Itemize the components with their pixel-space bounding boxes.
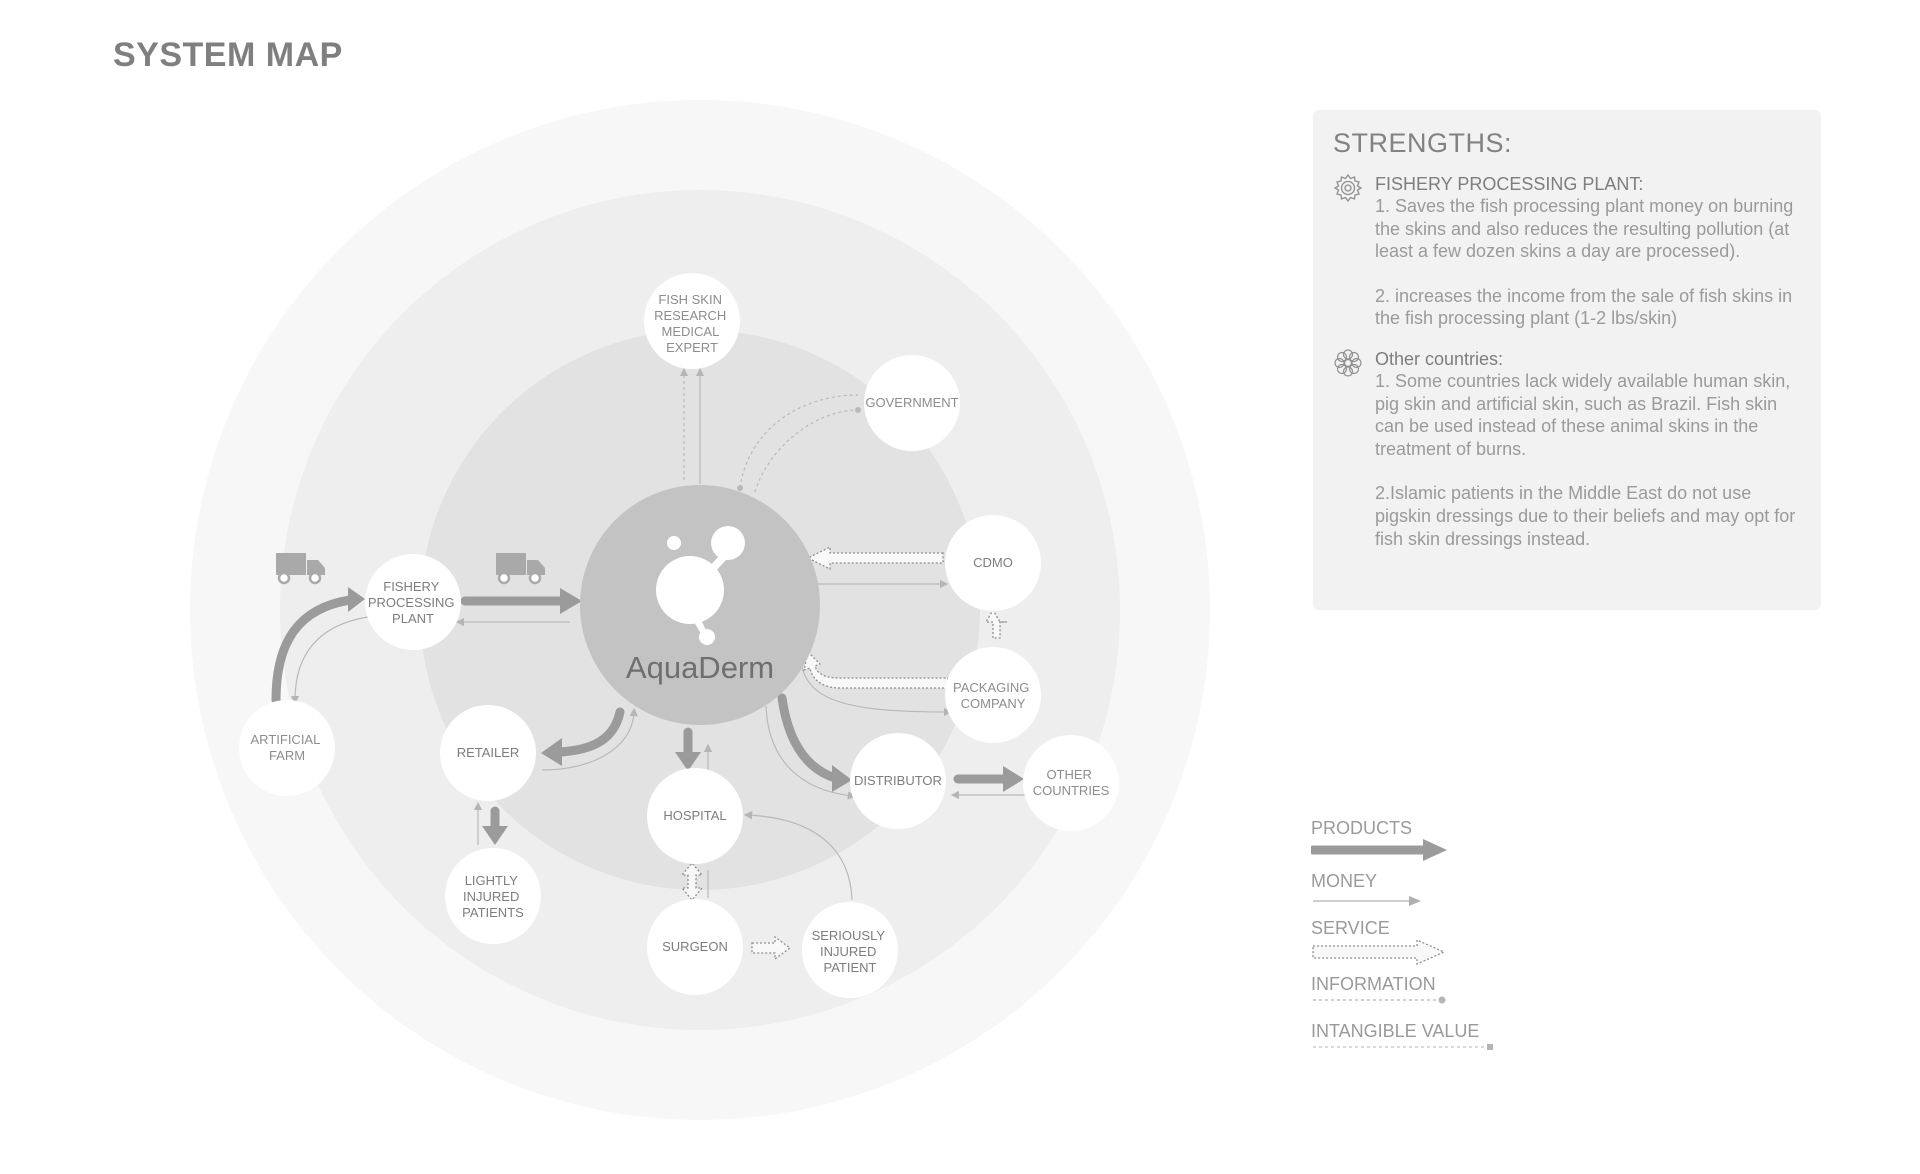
aquaderm-brand: AquaDerm <box>625 650 775 685</box>
svg-text:DISTRIBUTOR: DISTRIBUTOR <box>854 773 942 788</box>
svg-text:FISH SKIN RESEARCH: FISH SKIN RESEARCH MEDICAL EXPERT <box>654 292 727 355</box>
node-hospital[interactable] <box>647 768 743 864</box>
legend-products <box>1311 818 1611 862</box>
node-fish-skin-expert[interactable] <box>644 273 740 369</box>
legend-intangible-line-icon <box>1311 1041 1511 1065</box>
svg-text:CDMO: CDMO <box>973 555 1013 570</box>
legend-information-line-icon <box>1311 994 1451 1018</box>
legend-label: PRODUCTS <box>1311 818 1413 838</box>
node-surgeon[interactable] <box>647 899 743 995</box>
strength-title-fishery: FISHERY PROCESSING PLANT: <box>1375 174 1644 194</box>
legend-products-arrow-icon <box>1311 838 1451 862</box>
legend-service-arrow-icon <box>1311 938 1451 970</box>
svg-text:PACKAGING COMPANY: PACKAGING COMPANY <box>953 680 1030 711</box>
strength-section-other-countries <box>1333 348 1801 550</box>
strengths-panel <box>1313 110 1821 610</box>
svg-text:ARTIFICIAL FARM: ARTIFICIAL FARM <box>250 732 320 763</box>
node-other-countries[interactable] <box>1023 735 1119 831</box>
node-lightly-injured-patients[interactable] <box>445 848 541 944</box>
legend-intangible-value <box>1311 1021 1611 1065</box>
node-fishery-plant[interactable] <box>365 554 461 650</box>
svg-text:RETAILER: RETAILER <box>456 745 520 760</box>
info-dot <box>855 407 861 413</box>
strength-paragraph: 1. Some countries lack widely available human skin, pig skin and artificial skin, such as Brazil. Fish skin can be used instead of these animal skins in the treatment of burns. <box>1375 370 1791 459</box>
node-retailer[interactable] <box>440 705 536 801</box>
node-seriously-injured-patient[interactable] <box>802 902 898 998</box>
svg-text:GOVERNMENT: GOVERNMENT <box>865 395 959 410</box>
node-artificial-farm[interactable] <box>239 700 335 796</box>
svg-text:LIGHTLY INJURED PA: LIGHTLY INJURED PATIENTS <box>462 873 524 920</box>
strength-paragraph: 2.Islamic patients in the Middle East do not use pigskin dressings due to their beliefs and may opt for fish skin dressings instead. <box>1375 483 1796 549</box>
legend-information <box>1311 974 1611 1018</box>
strengths-heading: STRENGTHS: <box>1333 128 1513 158</box>
gear-icon <box>1333 173 1363 203</box>
node-distributor[interactable] <box>850 733 946 829</box>
info-dot <box>737 485 743 491</box>
flower-icon <box>1333 348 1363 378</box>
strength-title-other-countries: Other countries: <box>1375 348 1504 369</box>
legend-money-arrow-icon <box>1311 891 1451 915</box>
svg-text:OTHER COUNTRIES: OTHER COUNTRIES <box>1032 767 1110 798</box>
page-title: SYSTEM MAP <box>113 36 343 74</box>
legend-label: INFORMATION <box>1311 974 1436 994</box>
svg-text:FISHERY PROCESSING: FISHERY PROCESSING PLANT <box>367 579 455 626</box>
strength-paragraph: 1. Saves the fish processing plant money on burning the skins and also reduces the resulting pollution (at least a few dozen skins a day are processed). <box>1375 196 1794 262</box>
strength-section-fishery <box>1333 173 1801 330</box>
svg-text:SERIOUSLY INJURED: SERIOUSLY INJURED PATIENT <box>811 928 885 975</box>
legend-money <box>1311 871 1611 915</box>
legend-label: MONEY <box>1311 871 1378 891</box>
legend-service <box>1311 918 1611 962</box>
legend-label: INTANGIBLE VALUE <box>1311 1021 1480 1041</box>
node-packaging-company[interactable] <box>945 647 1041 743</box>
svg-text:SURGEON: SURGEON <box>662 939 728 954</box>
legend-label: SERVICE <box>1311 918 1390 938</box>
svg-text:HOSPITAL: HOSPITAL <box>663 808 727 823</box>
node-cdmo[interactable] <box>945 515 1041 611</box>
node-government[interactable] <box>864 355 960 451</box>
strength-paragraph: 2. increases the income from the sale of fish skins in the fish processing plant (1-2 lbs/skin) <box>1375 285 1793 329</box>
